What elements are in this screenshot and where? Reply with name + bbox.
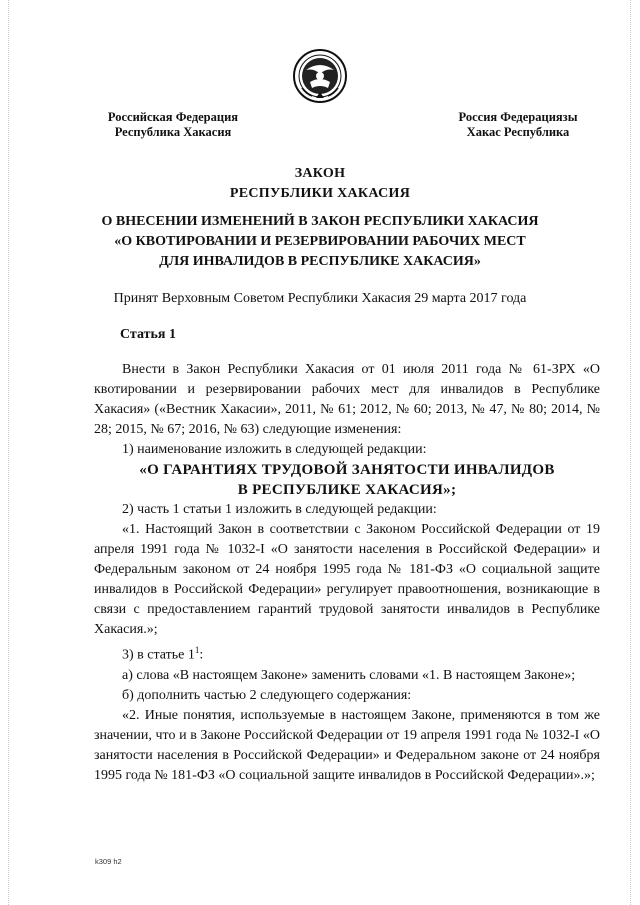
- footer-code: k309 h2: [95, 857, 122, 866]
- article-body: [94, 360, 600, 786]
- paragraph-intro: Внести в Закон Республики Хакасия от 01 июля 2011 года № 61-ЗРХ «О квотировании и резервировании рабочих мест для инвалидов в Республике Хакасия» («Вестник Хакасии», 2011, № 61; 2012, № 60; 2013, № 47, № 80; 2014, № 28; 2015, № 67; 2016, № 63) следующие изменения:: [94, 362, 600, 437]
- header-right-line1: Россия Федерациязы: [458, 110, 578, 124]
- header-left-line1: Российская Федерация: [107, 110, 239, 124]
- paragraph-item-1: 1) наименование изложить в следующей редакции:: [122, 442, 427, 457]
- item-3-text: 3) в статье 1: [122, 647, 195, 663]
- header-right-line2: Хакас Республика: [466, 125, 570, 139]
- paragraph-quote-1: «1. Настоящий Закон в соответствии с Законом Российской Федерации от 19 апреля 1991 года № 1032-I «О занятости населения в Российской Федерации» и Федеральным законом от 24 ноября 1995 года № 181-ФЗ «О социальной защите инвалидов в Российской Федерации» регулирует правоотношения, возникающие в связи с предоставлением гарантий трудовой занятости инвалидов в Республике Хакасия.»;: [94, 522, 600, 637]
- scan-edge-left: [8, 0, 10, 905]
- header-right: [448, 110, 588, 140]
- new-title-line1: «О ГАРАНТИЯХ ТРУДОВОЙ ЗАНЯТОСТИ ИНВАЛИДОВ: [139, 462, 555, 478]
- law-subject-line1: О ВНЕСЕНИИ ИЗМЕНЕНИЙ В ЗАКОН РЕСПУБЛИКИ ХАКАСИЯ: [101, 214, 539, 229]
- law-subject-line3: ДЛЯ ИНВАЛИДОВ В РЕСПУБЛИКЕ ХАКАСИЯ»: [159, 254, 481, 269]
- paragraph-item-3b: б) дополнить частью 2 следующего содержания:: [122, 687, 412, 703]
- article-heading: Статья 1: [120, 327, 176, 342]
- paragraph-item-3: [94, 640, 600, 666]
- law-subject: [60, 212, 580, 272]
- header-left: [93, 110, 253, 140]
- paragraph-item-2: 2) часть 1 статьи 1 изложить в следующей редакции:: [122, 502, 437, 517]
- law-subject-line2: «О КВОТИРОВАНИИ И РЕЗЕРВИРОВАНИИ РАБОЧИХ МЕСТ: [114, 234, 526, 249]
- law-title: [0, 164, 640, 204]
- paragraph-quote-2: «2. Иные понятия, используемые в настоящем Законе, применяются в том же значении, что и в Законе Российской Федерации от 19 апреля 1991 года № 1032-I «О занятости населения в Российской Федерации» и Федеральном законе от 24 ноября 1995 года № 181-ФЗ «О социальной защите инвалидов в Российской Федерации».»;: [94, 707, 600, 783]
- paragraph-item-3a: а) слова «В настоящем Законе» заменить словами «1. В настоящем Законе»;: [122, 667, 576, 683]
- header-left-line2: Республика Хакасия: [114, 125, 232, 139]
- scan-edge-right: [630, 0, 632, 905]
- coat-of-arms-emblem: [292, 48, 348, 104]
- law-title-line1: ЗАКОН: [294, 166, 346, 181]
- adoption-note: Принят Верховным Советом Республики Хакасия 29 марта 2017 года: [113, 291, 527, 306]
- law-title-line2: РЕСПУБЛИКИ ХАКАСИЯ: [229, 186, 411, 201]
- new-title-line2: В РЕСПУБЛИКЕ ХАКАСИЯ»;: [237, 482, 457, 498]
- item-3-superscript: 1: [194, 645, 200, 655]
- item-3-colon: :: [199, 647, 204, 663]
